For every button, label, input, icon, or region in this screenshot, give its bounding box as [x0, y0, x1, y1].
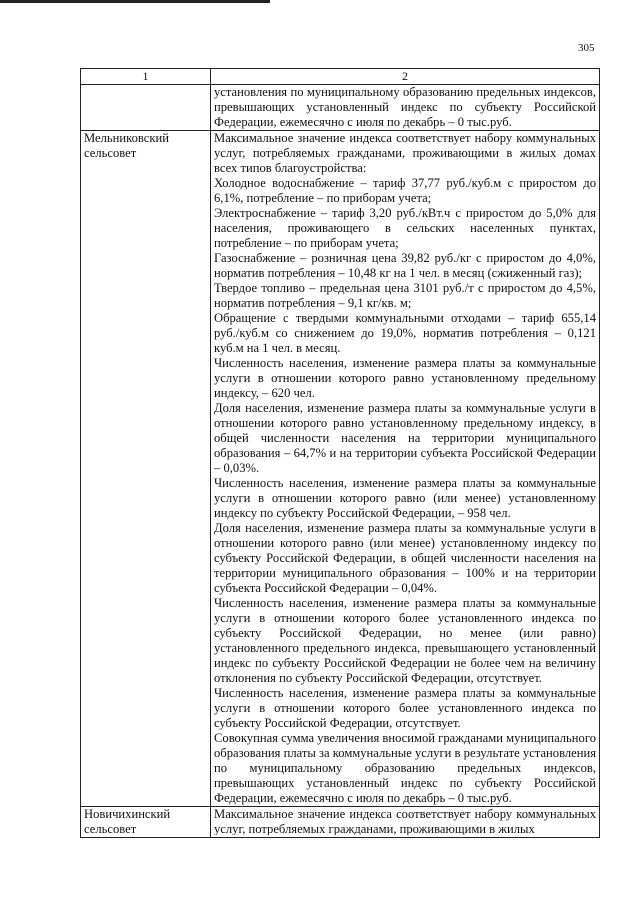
paragraph: установления по муниципальному образованию предельных индексов, превышающих установленный индекс по субъекту Российской Федерации, ежемесячно с июля по декабрь – 0 тыс.руб. — [214, 85, 596, 129]
table-row — [81, 85, 600, 131]
table-row — [81, 807, 600, 838]
row-description — [211, 131, 600, 807]
paragraph: Численность населения, изменение размера платы за коммунальные услуги в отношении которого равно установленному предельному индексу, – 620 чел. — [214, 356, 596, 400]
table-header-row — [81, 69, 600, 85]
paragraph: Доля населения, изменение размера платы за коммунальные услуги в отношении которого равно установленному предельному индексу, в общей численности населения на территории муниципального образования – 64,7% и на территории субъекта Российской Федерации – 0,03%. — [214, 401, 596, 475]
paragraph: Газоснабжение – розничная цена 39,82 руб./кг с приростом до 4,0%, норматив потребления – 10,48 кг на 1 чел. в месяц (сжиженный газ); — [214, 251, 596, 280]
municipality-name: Новичихинский сельсовет — [81, 807, 211, 838]
municipal-index-table — [80, 68, 600, 838]
row-description — [211, 807, 600, 838]
row-description — [211, 85, 600, 131]
paragraph: Обращение с твердыми коммунальными отходами – тариф 655,14 руб./куб.м со снижением до 19,0%, норматив потребления – 0,121 куб.м на 1 чел. в месяц. — [214, 311, 596, 355]
paragraph: Совокупная сумма увеличения вносимой гражданами муниципального образования платы за коммунальные услуги в результате установления по муниципальному образованию предельных индексов, превышающих установленный индекс по субъекту Российской Федерации, ежемесячно с июля по декабрь – 0 тыс.руб. — [214, 731, 596, 805]
table-row — [81, 131, 600, 807]
column-header-1: 1 — [81, 69, 211, 85]
page-number: 305 — [578, 42, 595, 54]
top-rule — [0, 0, 270, 3]
paragraph: Твердое топливо – предельная цена 3101 руб./т с приростом до 4,5%, норматив потребления – 9,1 кг/кв. м; — [214, 281, 596, 310]
municipality-name — [81, 85, 211, 131]
paragraph: Максимальное значение индекса соответствует набору коммунальных услуг, потребляемых гражданами, проживающими в жилых — [214, 807, 596, 835]
paragraph: Электроснабжение – тариф 3,20 руб./кВт.ч с приростом до 5,0% для населения, проживающего в сельских населенных пунктах, потребление – по приборам учета; — [214, 206, 596, 250]
municipality-name: Мельниковский сельсовет — [81, 131, 211, 807]
column-header-2: 2 — [211, 69, 600, 85]
paragraph: Максимальное значение индекса соответствует набору коммунальных услуг, потребляемых гражданами, проживающими в жилых домах всех типов благоустройства: — [214, 131, 596, 175]
paragraph: Численность населения, изменение размера платы за коммунальные услуги в отношении которого более установленного индекса по субъекту Российской Федерации, отсутствует. — [214, 686, 596, 730]
paragraph: Холодное водоснабжение – тариф 37,77 руб./куб.м с приростом до 6,1%, потребление – по приборам учета; — [214, 176, 596, 205]
paragraph: Численность населения, изменение размера платы за коммунальные услуги в отношении которого равно (или менее) установленному индексу по субъекту Российской Федерации, – 958 чел. — [214, 476, 596, 520]
paragraph: Численность населения, изменение размера платы за коммунальные услуги в отношении которого более установленного индекса по субъекту Российской Федерации, но менее (или равно) установленного предельного индекса, превышающего установленный индекс по субъекту Российской Федерации не более чем на величину отклонения по субъекту Российской Федерации, отсутствует. — [214, 596, 596, 685]
paragraph: Доля населения, изменение размера платы за коммунальные услуги в отношении которого равно (или менее) установленному индексу по субъекту Российской Федерации, в общей численности населения на территории муниципального образования – 100% и на территории субъекта Российской Федерации – 0,04%. — [214, 521, 596, 595]
